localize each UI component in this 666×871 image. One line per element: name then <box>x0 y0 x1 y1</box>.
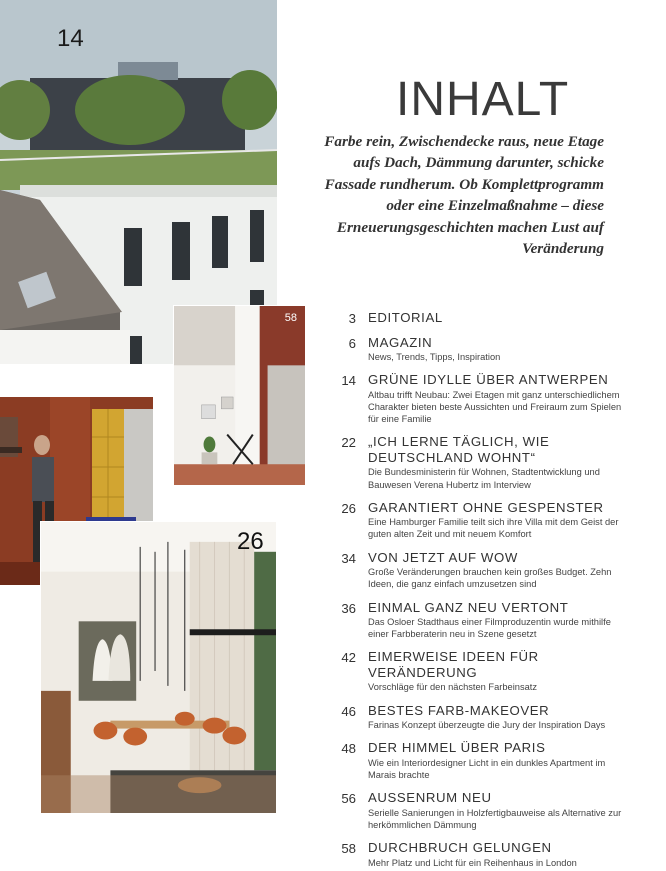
toc-description: News, Trends, Tipps, Inspiration <box>368 352 501 362</box>
toc-heading: EIMERWEISE IDEEN FÜR VERÄNDERUNG <box>368 649 539 680</box>
toc-page-number: 26 <box>341 500 356 516</box>
toc-heading: VON JETZT AUF WOW <box>368 549 518 565</box>
toc-entry[interactable] <box>336 600 626 641</box>
photo-white-room <box>173 305 306 486</box>
toc-heading: BESTES FARB-MAKEOVER <box>368 702 550 718</box>
toc-heading: DURCHBRUCH GELUNGEN <box>368 840 552 856</box>
toc-entry[interactable] <box>336 372 626 425</box>
toc-page-number: 34 <box>341 550 356 566</box>
toc-entry[interactable] <box>336 790 626 831</box>
toc-page-number: 14 <box>341 373 356 389</box>
toc-description: Altbau trifft Neubau: Zwei Etagen mit ganz unterschiedlichem Charakter bieten beste Aussichten und Freiraum zum Spielen für eine Familie <box>368 389 622 425</box>
toc-page-number: 6 <box>348 335 356 351</box>
toc-description: Große Veränderungen brauchen kein großes Budget. Zehn Ideen, die ganz einfach umzusetzen sind <box>368 567 612 590</box>
table-of-contents <box>336 310 626 869</box>
toc-entry[interactable] <box>336 740 626 781</box>
toc-heading: AUSSENRUM NEU <box>368 790 492 806</box>
toc-page-number: 56 <box>341 791 356 807</box>
toc-heading: EINMAL GANZ NEU VERTONT <box>368 599 569 615</box>
toc-description: Wie ein Interiordesigner Licht in ein dunkles Apartment im Marais brachte <box>368 757 606 781</box>
toc-page-number: 58 <box>341 841 356 857</box>
toc-entry[interactable] <box>336 550 626 591</box>
toc-heading: GARANTIERT OHNE GESPENSTER <box>368 499 604 515</box>
toc-heading: EDITORIAL <box>368 310 443 325</box>
page-title: INHALT <box>396 73 570 126</box>
photo-page-number: 26 <box>237 528 264 555</box>
toc-heading: „ICH LERNE TÄGLICH, WIE DEUTSCHLAND WOHNT“ <box>368 434 550 465</box>
toc-entry[interactable] <box>336 500 626 541</box>
toc-description: Serielle Sanierungen in Holzfertigbauweise als Alternative zur herkömmlichen Dämmung <box>368 807 622 830</box>
toc-heading: GRÜNE IDYLLE ÜBER ANTWERPEN <box>368 372 609 388</box>
toc-heading: MAGAZIN <box>368 334 433 350</box>
toc-description: Mehr Platz und Licht für ein Reihenhaus in London <box>368 857 577 868</box>
toc-description: Farinas Konzept überzeugte die Jury der Inspiration Days <box>368 720 606 731</box>
photo-dining-room <box>40 521 277 814</box>
toc-entry[interactable] <box>336 310 626 326</box>
toc-entry[interactable] <box>336 840 626 869</box>
intro-text: Farbe rein, Zwischendecke raus, neue Etage aufs Dach, Dämmung darunter, schicke Fassade rundherum. Ob Komplettprogramm oder eine Einzelmaßnahme – diese Erneuerungsgeschichten machen Lust auf Veränderung <box>324 133 604 258</box>
toc-page-number: 42 <box>341 650 356 666</box>
toc-page-number: 48 <box>341 741 356 757</box>
toc-page-number: 3 <box>348 311 356 326</box>
toc-description: Das Osloer Stadthaus einer Filmproduzentin wurde mithilfe einer Farbberaterin neu in Szene gesetzt <box>368 617 611 640</box>
toc-page-number: 36 <box>341 600 356 616</box>
photo-page-number: 14 <box>57 25 84 52</box>
toc-page-number: 22 <box>341 435 356 451</box>
toc-page-number: 46 <box>341 703 356 719</box>
toc-entry[interactable] <box>336 703 626 732</box>
photo-page-number: 58 <box>284 312 297 324</box>
toc-entry[interactable] <box>336 649 626 693</box>
toc-heading: DER HIMMEL ÜBER PARIS <box>368 740 546 756</box>
toc-description: Die Bundesministerin für Wohnen, Stadtentwicklung und Bauwesen Verena Hubertz im Interview <box>368 467 600 490</box>
toc-description: Vorschläge für den nächsten Farbeinsatz <box>368 682 537 693</box>
toc-description: Eine Hamburger Familie teilt sich ihre Villa mit dem Geist der guten alten Zeit und mit neuem Komfort <box>368 517 619 540</box>
toc-entry[interactable] <box>336 434 626 490</box>
toc-entry[interactable] <box>336 335 626 364</box>
